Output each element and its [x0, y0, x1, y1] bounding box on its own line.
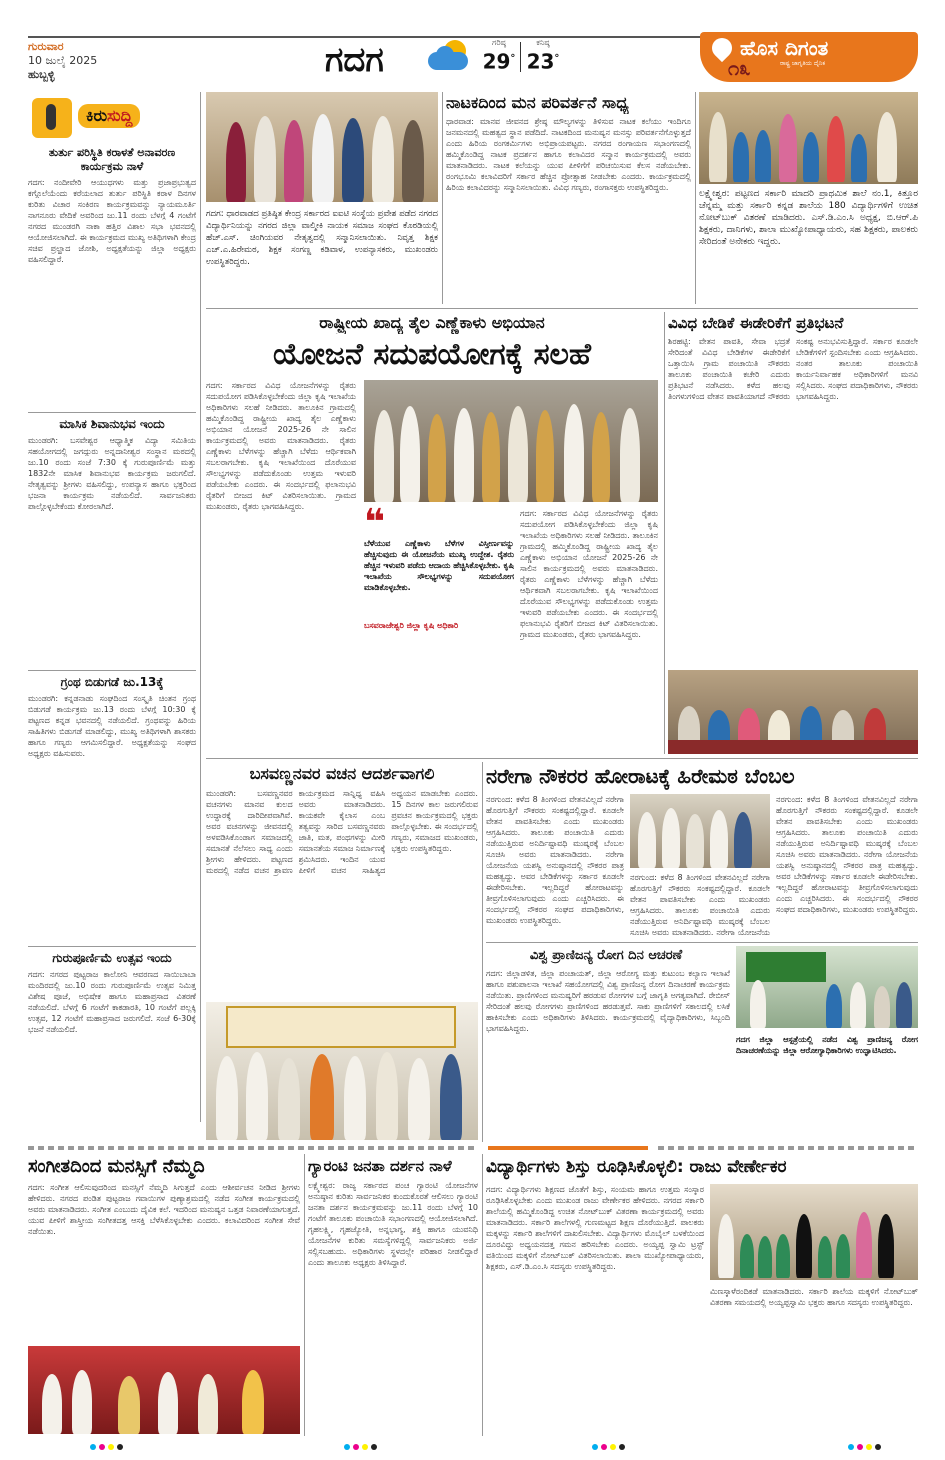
narega-story	[486, 762, 918, 938]
demands-body: ಶಿರಹಟ್ಟಿ: ವೇತನ ಪಾವತಿ, ಸೇವಾ ಭದ್ರತೆ ಸೇರಿದಂತೆ ವಿವಿಧ ಬೇಡಿಕೆಗಳ ಈಡೇರಿಕೆಗೆ ಒತ್ತಾಯಿಸಿ ಗ್ರಾಮ ಪಂಚಾಯಿತಿ ನೌಕರರು ತಾಲೂಕು ಪಂಚಾಯಿತಿ ಕಚೇರಿ ಎದುರು ಪ್ರತಿಭಟನೆ ನಡೆಸಿದರು. ಕಳೆದ ಹಲವು ತಿಂಗಳುಗಳಿಂದ ವೇತನ ಪಾವತಿಯಾಗದೆ ನೌಕರರು ಸಂಕಷ್ಟ ಅನುಭವಿಸುತ್ತಿದ್ದಾರೆ. ಸರ್ಕಾರ ಕೂಡಲೇ ಬೇಡಿಕೆಗಳಿಗೆ ಸ್ಪಂದಿಸಬೇಕು ಎಂದು ಆಗ್ರಹಿಸಿದರು. ನಂತರ ತಾಲೂಕು ಪಂಚಾಯಿತಿ ಕಾರ್ಯನಿರ್ವಾಹಕ ಅಧಿಕಾರಿಗಳಿಗೆ ಮನವಿ ಸಲ್ಲಿಸಿದರು. ಸಂಘದ ಪದಾಧಿಕಾರಿಗಳು, ನೌಕರರು ಭಾಗವಹಿಸಿದ್ದರು.	[668, 337, 918, 401]
finger-icon	[32, 98, 72, 138]
students-story	[486, 1154, 918, 1436]
narega-body: ನರಗುಂದ: ಕಳೆದ 8 ತಿಂಗಳಿಂದ ವೇತನವಿಲ್ಲದೆ ನರೇಗಾ ಹೊರಗುತ್ತಿಗೆ ನೌಕರರು ಸಂಕಷ್ಟದಲ್ಲಿದ್ದಾರೆ. ಕೂಡಲೇ ವೇತನ ಪಾವತಿಸಬೇಕು ಎಂದು ಮುಖಂಡರು ಆಗ್ರಹಿಸಿದರು. ತಾಲೂಕು ಪಂಚಾಯಿತಿ ಎದುರು ನಡೆಯುತ್ತಿರುವ ಅನಿರ್ದಿಷ್ಟಾವಧಿ ಮುಷ್ಕರಕ್ಕೆ ಬೆಂಬಲ ಸೂಚಿಸಿ ಅವರು ಮಾತನಾಡಿದರು. ನರೇಗಾ ಯೋಜನೆಯ ಯಶಸ್ವಿ ಅನುಷ್ಠಾನದಲ್ಲಿ ನೌಕರರ ಪಾತ್ರ ಮಹತ್ವದ್ದು. ಅವರ ಬೇಡಿಕೆಗಳನ್ನು ಸರ್ಕಾರ ಕೂಡಲೇ ಈಡೇರಿಸಬೇಕು. ಇಲ್ಲದಿದ್ದರೆ ಹೋರಾಟವನ್ನು ತೀವ್ರಗೊಳಿಸಲಾಗುವುದು ಎಂದು ಎಚ್ಚರಿಸಿದರು. ಈ ಸಂದರ್ಭದಲ್ಲಿ ನೌಕರರ ಸಂಘದ ಪದಾಧಿಕಾರಿಗಳು, ಮುಖಂಡರು ಉಪಸ್ಥಿತರಿದ್ದರು.	[486, 795, 624, 925]
basavanna-story	[206, 762, 478, 1142]
natak-headline: ನಾಟಕದಿಂದ ಮನ ಪರಿವರ್ತನೆ ಸಾಧ್ಯ	[446, 93, 629, 112]
kiru-item-1	[28, 146, 196, 409]
date-box	[28, 40, 168, 82]
oil-body-continued: ಗದಗ: ಸರ್ಕಾರದ ವಿವಿಧ ಯೋಜನೆಗಳನ್ನು ರೈತರು ಸದುಪಯೋಗ ಪಡಿಸಿಕೊಳ್ಳಬೇಕೆಂದು ಜಿಲ್ಲಾ ಕೃಷಿ ಇಲಾಖೆಯ ಅಧಿಕಾರಿಗಳು ಸಲಹೆ ನೀಡಿದರು. ತಾಲೂಕಿನ ಗ್ರಾಮದಲ್ಲಿ ಹಮ್ಮಿಕೊಂಡಿದ್ದ ರಾಷ್ಟ್ರೀಯ ಖಾದ್ಯ ತೈಲ ಎಣ್ಣೆಕಾಳು ಅಭಿಯಾನ ಯೋಜನೆ 2025-26 ನೇ ಸಾಲಿನ ಕಾರ್ಯಕ್ರಮದಲ್ಲಿ ಅವರು ಮಾತನಾಡಿದರು. ರೈತರು ಎಣ್ಣೆಕಾಳು ಬೆಳೆಗಳನ್ನು ಹೆಚ್ಚಾಗಿ ಬೆಳೆದು ಆರ್ಥಿಕವಾಗಿ ಸಬಲರಾಗಬೇಕು. ಕೃಷಿ ಇಲಾಖೆಯಿಂದ ದೊರೆಯುವ ಸೌಲಭ್ಯಗಳನ್ನು ಪಡೆದುಕೊಂಡು ಉತ್ತಮ ಇಳುವರಿ ಪಡೆಯಬೇಕು ಎಂದರು. ಈ ಸಂದರ್ಭದಲ್ಲಿ ಫಲಾನುಭವಿ ರೈತರಿಗೆ ಬೀಜದ ಕಿಟ್ ವಿತರಿಸಲಾಯಿತು. ಗ್ರಾಮದ ಮುಖಂಡರು, ರೈತರು ಭಾಗವಹಿಸಿದ್ದರು.	[520, 509, 658, 639]
kirusuddi-column	[28, 92, 196, 1127]
oil-story	[206, 312, 658, 754]
felicitation-photo	[206, 92, 438, 202]
kiru-item-body: ಮುಂಡರಗಿ: ಬಸವೇಶ್ವರ ಆಧ್ಯಾತ್ಮಿಕ ವಿದ್ಯಾ ಸಮಿತಿಯ ಸಹಯೋಗದಲ್ಲಿ ಜಗದ್ಗುರು ಅನ್ನದಾನೀಶ್ವರ ಸಂಸ್ಥಾನ ಮಠದಲ್ಲಿ ಜು.10 ರಂದು ಸಂಜೆ 7:30 ಕ್ಕೆ ಗುರುಪೂರ್ಣಿಮೆ ಮತ್ತು 1832ನೇ ಮಾಸಿಕ ಶಿವಾನುಭವ ಕಾರ್ಯಕ್ರಮ ಜರುಗಲಿದೆ. ನೇತೃತ್ವವನ್ನು ಶ್ರೀಗಳು ವಹಿಸಲಿದ್ದು, ಉಪನ್ಯಾಸ ಹಾಗೂ ಭಕ್ತರಿಂದ ಭಜನಾ ಕಾರ್ಯಕ್ರಮ ನಡೆಯಲಿದೆ. ಸಾರ್ವಜನಿಕರು ಪಾಲ್ಗೊಳ್ಳಬೇಕೆಂದು ಕೋರಲಾಗಿದೆ.	[28, 436, 196, 511]
kirusuddi-title	[78, 104, 140, 128]
narega-body-mid: ನರಗುಂದ: ಕಳೆದ 8 ತಿಂಗಳಿಂದ ವೇತನವಿಲ್ಲದೆ ನರೇಗಾ ಹೊರಗುತ್ತಿಗೆ ನೌಕರರು ಸಂಕಷ್ಟದಲ್ಲಿದ್ದಾರೆ. ಕೂಡಲೇ ವೇತನ ಪಾವತಿಸಬೇಕು ಎಂದು ಮುಖಂಡರು ಆಗ್ರಹಿಸಿದರು. ತಾಲೂಕು ಪಂಚಾಯಿತಿ ಎದುರು ನಡೆಯುತ್ತಿರುವ ಅನಿರ್ದಿಷ್ಟಾವಧಿ ಮುಷ್ಕರಕ್ಕೆ ಬೆಂಬಲ ಸೂಚಿಸಿ ಅವರು ಮಾತನಾಡಿದರು. ನರೇಗಾ ಯೋಜನೆಯ	[630, 873, 770, 937]
min-temp-value: 23	[526, 49, 555, 74]
farmers-photo	[364, 380, 658, 502]
music-headline: ಸಂಗೀತದಿಂದ ಮನಸ್ಸಿಗೆ ನೆಮ್ಮದಿ	[28, 1156, 205, 1177]
demands-story	[668, 312, 918, 754]
temp-divider	[520, 42, 521, 72]
zoonosis-headline: ವಿಶ್ವ ಪ್ರಾಣಿಜನ್ಯ ರೋಗ ದಿನ ಆಚರಣೆ	[529, 948, 683, 963]
kiru-item-headline: ಗ್ರಂಥ ಬಿಡುಗಡೆ ಜು.13ಕ್ಕೆ	[60, 675, 164, 689]
music-body: ಗದಗ: ಸಂಗೀತ ಆಲಿಸುವುದರಿಂದ ಮನಸ್ಸಿಗೆ ನೆಮ್ಮದಿ ಸಿಗುತ್ತದೆ ಎಂದು ಆಶೀರ್ವಚನ ನೀಡಿದ ಶ್ರೀಗಳು ಹೇಳಿದರು. ನಗರದ ಪಂಡಿತ ಪುಟ್ಟರಾಜ ಗವಾಯಿಗಳ ಪುಣ್ಯಾಶ್ರಮದಲ್ಲಿ ನಡೆದ ಸಂಗೀತ ಕಾರ್ಯಕ್ರಮದಲ್ಲಿ ಅವರು ಮಾತನಾಡಿದರು. ಸಂಗೀತ ಎಂಬುದು ದೈವಿಕ ಕಲೆ. ಇದರಿಂದ ಮನುಷ್ಯನ ಒತ್ತಡ ನಿವಾರಣೆಯಾಗುತ್ತದೆ. ಯುವ ಪೀಳಿಗೆ ಶಾಸ್ತ್ರೀಯ ಸಂಗೀತದತ್ತ ಆಸಕ್ತಿ ಬೆಳೆಸಿಕೊಳ್ಳಬೇಕು ಎಂದರು. ಕಲಾವಿದರಿಂದ ಸಂಗೀತ ಸೇವೆ ನಡೆಯಿತು.	[28, 1183, 300, 1236]
masthead	[0, 0, 945, 90]
guarantee-body: ಲಕ್ಷ್ಮೇಶ್ವರ: ರಾಜ್ಯ ಸರ್ಕಾರದ ಪಂಚ ಗ್ಯಾರಂಟಿ ಯೋಜನೆಗಳ ಅನುಷ್ಠಾನ ಕುರಿತು ಸಾರ್ವಜನಿಕರ ಕುಂದುಕೊರತೆ ಆಲಿಸಲು ಗ್ಯಾರಂಟಿ ಜನತಾ ದರ್ಶನ ಕಾರ್ಯಕ್ರಮವನ್ನು ಜು.11 ರಂದು ಬೆಳಗ್ಗೆ 10 ಗಂಟೆಗೆ ತಾಲೂಕು ಪಂಚಾಯಿತಿ ಸಭಾಂಗಣದಲ್ಲಿ ಆಯೋಜಿಸಲಾಗಿದೆ. ಗೃಹಲಕ್ಷ್ಮಿ, ಗೃಹಜ್ಯೋತಿ, ಅನ್ನಭಾಗ್ಯ, ಶಕ್ತಿ ಹಾಗೂ ಯುವನಿಧಿ ಯೋಜನೆಗಳ ಕುರಿತು ಸಮಸ್ಯೆಗಳಿದ್ದಲ್ಲಿ ಸಾರ್ವಜನಿಕರು ಅರ್ಜಿ ಸಲ್ಲಿಸಬಹುದು. ಅಧಿಕಾರಿಗಳು ಸ್ಥಳದಲ್ಲೇ ಪರಿಹಾರ ನೀಡಲಿದ್ದಾರೆ ಎಂದು ತಾಲೂಕು ಅಧ್ಯಕ್ಷರು ತಿಳಿಸಿದ್ದಾರೆ.	[308, 1181, 478, 1267]
min-temp-degree: °	[554, 53, 560, 64]
students-caption: ಮಿಣಸ್ಕಾಳೆರಂದಿಕಡೆ ಮಾತನಾಡಿದರು. ಸರ್ಕಾರಿ ಶಾಲೆಯ ಮಕ್ಕಳಿಗೆ ನೋಟ್‌ಬುಕ್ ವಿತರಣಾ ಸಮಯದಲ್ಲಿ ಅಯ್ಯಪ್ಪಸ್ವಾಮಿ ಭಕ್ತರು ಹಾಗೂ ಸದಸ್ಯರು ಉಪಸ್ಥಿತರಿದ್ದರು.	[710, 1287, 918, 1307]
kiru-item-headline: ಮಾಸಿಕ ಶಿವಾನುಭವ ಇಂದು	[59, 417, 165, 431]
date-label: 10 ಜುಲೈ 2025	[28, 54, 98, 67]
students-photo	[710, 1184, 918, 1280]
natak-story	[446, 92, 691, 304]
max-temp-value: 29	[482, 49, 511, 74]
weather-icon	[426, 38, 476, 74]
brand-tagline: ರಾಷ್ಟ್ರ ಜಾಗೃತಿಯ ದೈನಿಕ	[780, 60, 826, 67]
kirusuddi-title-a: ಕಿರು	[86, 106, 108, 125]
kiru-item-4	[28, 950, 196, 1127]
oil-body: ಗದಗ: ಸರ್ಕಾರದ ವಿವಿಧ ಯೋಜನೆಗಳನ್ನು ರೈತರು ಸದುಪಯೋಗ ಪಡಿಸಿಕೊಳ್ಳಬೇಕೆಂದು ಜಿಲ್ಲಾ ಕೃಷಿ ಇಲಾಖೆಯ ಅಧಿಕಾರಿಗಳು ಸಲಹೆ ನೀಡಿದರು. ತಾಲೂಕಿನ ಗ್ರಾಮದಲ್ಲಿ ಹಮ್ಮಿಕೊಂಡಿದ್ದ ರಾಷ್ಟ್ರೀಯ ಖಾದ್ಯ ತೈಲ ಎಣ್ಣೆಕಾಳು ಅಭಿಯಾನ ಯೋಜನೆ 2025-26 ನೇ ಸಾಲಿನ ಕಾರ್ಯಕ್ರಮದಲ್ಲಿ ಅವರು ಮಾತನಾಡಿದರು. ರೈತರು ಎಣ್ಣೆಕಾಳು ಬೆಳೆಗಳನ್ನು ಹೆಚ್ಚಾಗಿ ಬೆಳೆದು ಆರ್ಥಿಕವಾಗಿ ಸಬಲರಾಗಬೇಕು. ಕೃಷಿ ಇಲಾಖೆಯಿಂದ ದೊರೆಯುವ ಸೌಲಭ್ಯಗಳನ್ನು ಪಡೆದುಕೊಂಡು ಉತ್ತಮ ಇಳುವರಿ ಪಡೆಯಬೇಕು ಎಂದರು. ಈ ಸಂದರ್ಭದಲ್ಲಿ ಫಲಾನುಭವಿ ರೈತರಿಗೆ ಬೀಜದ ಕಿಟ್ ವಿತರಿಸಲಾಯಿತು. ಗ್ರಾಮದ ಮುಖಂಡರು, ರೈತರು ಭಾಗವಹಿಸಿದ್ದರು.	[206, 381, 356, 511]
narega-photo	[630, 794, 770, 868]
day-label: ಗುರುವಾರ	[28, 40, 64, 53]
oil-quote-author: ಬಸವರಾಜೇಶ್ವರಿ ಜಿಲ್ಲಾ ಕೃಷಿ ಅಧಿಕಾರಿ	[364, 621, 459, 630]
edition-title: ಗದಗ	[325, 40, 384, 80]
kiru-item-body: ಮುಂಡರಗಿ: ಕನ್ನಡನಾಡು ಸಂಘದಿಂದ ಸಂಸ್ಕೃತಿ ಚಿಂತನ ಗ್ರಂಥ ಬಿಡುಗಡೆ ಕಾರ್ಯಕ್ರಮ ಜು.13 ರಂದು ಬೆಳಗ್ಗೆ 10:30 ಕ್ಕೆ ಪಟ್ಟಣದ ಕನ್ನಡ ಭವನದಲ್ಲಿ ನಡೆಯಲಿದೆ. ಗ್ರಂಥವನ್ನು ಹಿರಿಯ ಸಾಹಿತಿಗಳು ಬಿಡುಗಡೆ ಮಾಡಲಿದ್ದು, ಮುಖ್ಯ ಅತಿಥಿಗಳಾಗಿ ಶಾಸಕರು ಹಾಗೂ ಗಣ್ಯರು ಆಗಮಿಸಲಿದ್ದಾರೆ. ಅಧ್ಯಕ್ಷತೆಯನ್ನು ಸಂಘದ ಅಧ್ಯಕ್ಷರು ವಹಿಸುವರು.	[28, 694, 196, 758]
kirusuddi-title-b: ಸುದ್ದಿ	[107, 106, 133, 125]
vachana-photo	[206, 1002, 478, 1140]
zoonosis-caption: ಗದಗ ಜಿಲ್ಲಾ ಆಸ್ಪತ್ರೆಯಲ್ಲಿ ನಡೆದ ವಿಶ್ವ ಪ್ರಾಣಿಜನ್ಯ ರೋಗ ದಿನಾಚರಣೆಯನ್ನು ಜಿಲ್ಲಾ ಆರೋಗ್ಯಾಧಿಕಾರಿಗಳು ಉದ್ಘಾಟಿಸಿದರು.	[736, 1035, 918, 1055]
photo-caption: ಗದಗ: ಧಾರವಾಡದ ಪ್ರತಿಷ್ಠಿತ ಕೇಂದ್ರ ಸರ್ಕಾರದ ಐಐಟಿ ಸಂಸ್ಥೆಯ ಪ್ರವೇಶ ಪಡೆದ ನಗರದ ವಿದ್ಯಾರ್ಥಿನಿಯನ್ನು ನಗರದ ಜಿಲ್ಲಾ ವಾಲ್ಮೀಕಿ ನಾಯಕ ಸಮಾಜ ಸಂಘದ ಕೊಠಡಿಯಲ್ಲಿ ಹೆಚ್.ಎಸ್. ಚಿಂಗಿಯವರ ನೇತೃತ್ವದಲ್ಲಿ ಸನ್ಮಾನಿಸಲಾಯಿತು. ನಿವೃತ್ತ ಶಿಕ್ಷಕ ಎಚ್.ಎ.ಹಿರೇಮಠ, ಶಿಕ್ಷಕ ಸಂಗಣ್ಣ ಕಡಿವಾಳ, ಉಪನ್ಯಾಸಕರು, ಮುಖಂಡರು ಉಪಸ್ಥಿತರಿದ್ದರು.	[206, 209, 438, 267]
oil-headline: ಯೋಜನೆ ಸದುಪಯೋಗಕ್ಕೆ ಸಲಹೆ	[273, 337, 591, 372]
col-divider-left	[200, 92, 201, 1122]
guarantee-headline: ಗ್ಯಾರಂಟಿ ಜನತಾ ದರ್ಶನ ನಾಳೆ	[308, 1157, 452, 1175]
demands-headline: ವಿವಿಧ ಬೇಡಿಕೆ ಈಡೇರಿಕೆಗೆ ಪ್ರತಿಭಟನೆ	[668, 314, 844, 332]
students-headline: ವಿದ್ಯಾರ್ಥಿಗಳು ಶಿಸ್ತು ರೂಢಿಸಿಕೊಳ್ಳಲಿ: ರಾಜು ವೇರ್ಣೇಕರ	[486, 1157, 787, 1177]
oil-quote-box	[364, 502, 514, 648]
kiru-item-headline: ಗುರುಪೂರ್ಣಿಮೆ ಉತ್ಸವ ಇಂದು	[52, 951, 172, 965]
basavanna-headline: ಬಸವಣ್ಣನವರ ವಚನ ಆದರ್ಶವಾಗಲಿ	[249, 764, 435, 783]
brand-name: ಹೊಸ ದಿಗಂತ	[740, 36, 829, 60]
registration-dots-left	[90, 1444, 123, 1450]
registration-dots-center-left	[344, 1444, 377, 1450]
lakshmeshwar-story	[699, 92, 918, 304]
gadag-photo-story	[206, 92, 438, 304]
natak-body: ಧಾರವಾಡ: ಮಾನವ ಜೀವನದ ಶ್ರೇಷ್ಠ ಮೌಲ್ಯಗಳನ್ನು ತಿಳಿಸುವ ನಾಟಕ ಕಲೆಯು ಇಂದಿಗೂ ಜನಮನದಲ್ಲಿ ಮಹತ್ವದ ಸ್ಥಾನ ಪಡೆದಿದೆ. ನಾಟಕದಿಂದ ಮನುಷ್ಯನ ಮನಸ್ಸು ಪರಿವರ್ತನೆಗೊಳ್ಳುತ್ತದೆ ಎಂದು ಹಿರಿಯ ರಂಗಕರ್ಮಿಗಳು ಅಭಿಪ್ರಾಯಪಟ್ಟರು. ನಗರದ ರಂಗಾಯಣ ಸಭಾಂಗಣದಲ್ಲಿ ಹಮ್ಮಿಕೊಂಡಿದ್ದ ನಾಟಕ ಪ್ರದರ್ಶನ ಹಾಗೂ ಕಲಾವಿದರ ಸನ್ಮಾನ ಕಾರ್ಯಕ್ರಮದಲ್ಲಿ ಅವರು ಮಾತನಾಡಿದರು. ನಾಟಕ ಕಲೆಯನ್ನು ಯುವ ಪೀಳಿಗೆಗೆ ಪರಿಚಯಿಸುವ ಕೆಲಸ ನಡೆಯಬೇಕು. ರಂಗಭೂಮಿ ಕಲಾವಿದರಿಗೆ ಸರ್ಕಾರ ಹೆಚ್ಚಿನ ಪ್ರೋತ್ಸಾಹ ನೀಡಬೇಕು ಎಂದರು. ಕಾರ್ಯಕ್ರಮದಲ್ಲಿ ಹಿರಿಯ ಕಲಾವಿದರನ್ನು ಸನ್ಮಾನಿಸಲಾಯಿತು. ವಿವಿಧ ಗಣ್ಯರು, ರಂಗಾಸಕ್ತರು ಉಪಸ್ಥಿತರಿದ್ದರು.	[446, 117, 691, 192]
kirusuddi-banner	[28, 92, 196, 144]
music-photo	[28, 1346, 300, 1434]
max-temp-label: ಗರಿಷ್ಠ	[492, 38, 506, 47]
lakshmeshwar-caption: ಲಕ್ಷ್ಮೇಶ್ವರ: ಪಟ್ಟಣದ ಸರ್ಕಾರಿ ಮಾದರಿ ಪ್ರಾಥಮಿಕ ಶಾಲೆ ನಂ.1, ಕಿತ್ತೂರ ಚೆನ್ನಮ್ಮ ಮತ್ತು ಸರ್ಕಾರಿ ಕನ್ನಡ ಶಾಲೆಯ 180 ವಿದ್ಯಾರ್ಥಿಗಳಿಗೆ ಉಚಿತ ನೋಟ್‌ಬುಕ್ ವಿತರಣೆ ಮಾಡಿದರು. ಎಸ್.ಡಿ.ಎಂ.ಸಿ ಅಧ್ಯಕ್ಷ, ಬಿ.ಆರ್.ಪಿ ಶಿಕ್ಷಕರು, ದಾನಿಗಳು, ಶಾಲಾ ಮುಖ್ಯೋಪಾಧ್ಯಾಯರು, ಸಹ ಶಿಕ್ಷಕರು, ಪಾಲಕರು ಸೇರಿದಂತೆ ಅನೇಕರು ಇದ್ದರು.	[699, 189, 918, 247]
bottom-divider-strip	[28, 1144, 918, 1152]
page-number: ೧೩	[728, 56, 751, 80]
guarantee-story	[308, 1154, 478, 1436]
kiru-item-3	[28, 674, 196, 943]
kiru-item-body: ಗದಗ: ನಂದೀವೇರಿ ಆಯುಧಗಳು ಮತ್ತು ಪ್ರಜಾಪ್ರಭುತ್ವದ ಕಗ್ಗೊಲೆಯೆಂದು ಕರೆಯಲಾದ ತುರ್ತು ಪರಿಸ್ಥಿತಿ ಕರಾಳ ದಿನಗಳ ಕುರಿತು ವಿಚಾರ ಸಂಕಿರಣ ಕಾರ್ಯಕ್ರಮವನ್ನು ನ್ಯಾಯಮೂರ್ತಿ ನಾಗನೂರು ವೇದಿಕೆ ಅವರಿಂದ ಜು.11 ರಂದು ಬೆಳಗ್ಗೆ 4 ಗಂಟೆಗೆ ನಗರದ ಮುಂಡರಗಿ ನಾಕಾ ಹತ್ತಿರ ವಿಶಾಲ ಸಭಾ ಭವನದಲ್ಲಿ ಆಯೋಜಿಸಲಾಗಿದೆ. ಈ ಕಾರ್ಯಕ್ರಮದ ಮುಖ್ಯ ಅತಿಥಿಗಳಾಗಿ ಕೇಂದ್ರ ಸಚಿವ ಪ್ರಲ್ಹಾದ ಜೋಶಿ, ಅಧ್ಯಕ್ಷತೆಯನ್ನು ಜಿಲ್ಲಾ ಅಧ್ಯಕ್ಷರು ವಹಿಸಲಿದ್ದಾರೆ.	[28, 178, 196, 264]
students-body: ಗದಗ: ವಿದ್ಯಾರ್ಥಿಗಳು ಶಿಕ್ಷಣದ ಜೊತೆಗೆ ಶಿಸ್ತು, ಸಂಯಮ ಹಾಗೂ ಉತ್ತಮ ಸಂಸ್ಕಾರ ರೂಢಿಸಿಕೊಳ್ಳಬೇಕು ಎಂದು ಮುಖಂಡ ರಾಜು ವೇರ್ಣೇಕರ ಹೇಳಿದರು. ನಗರದ ಸರ್ಕಾರಿ ಶಾಲೆಯಲ್ಲಿ ಹಮ್ಮಿಕೊಂಡಿದ್ದ ಉಚಿತ ನೋಟ್‌ಬುಕ್ ವಿತರಣಾ ಕಾರ್ಯಕ್ರಮದಲ್ಲಿ ಅವರು ಮಾತನಾಡಿದರು. ಸರ್ಕಾರಿ ಶಾಲೆಗಳಲ್ಲಿ ಗುಣಮಟ್ಟದ ಶಿಕ್ಷಣ ದೊರೆಯುತ್ತಿದೆ. ಪಾಲಕರು ಮಕ್ಕಳನ್ನು ಸರ್ಕಾರಿ ಶಾಲೆಗಳಿಗೆ ದಾಖಲಿಸಬೇಕು. ವಿದ್ಯಾರ್ಥಿಗಳು ಮೊಬೈಲ್ ಬಳಕೆಯಿಂದ ದೂರವಿದ್ದು ಅಧ್ಯಯನದತ್ತ ಗಮನ ಹರಿಸಬೇಕು ಎಂದರು. ಅಯ್ಯಪ್ಪ ಸ್ವಾಮಿ ಟ್ರಸ್ಟ್ ವತಿಯಿಂದ ಮಕ್ಕಳಿಗೆ ನೋಟ್‌ಬುಕ್ ವಿತರಿಸಲಾಯಿತು. ಶಾಲಾ ಮುಖ್ಯೋಪಾಧ್ಯಾಯರು, ಶಿಕ್ಷಕರು, ಎಸ್.ಡಿ.ಎಂ.ಸಿ ಸದಸ್ಯರು ಉಪಸ್ಥಿತರಿದ್ದರು.	[486, 1185, 704, 1271]
min-temp-label: ಕನಿಷ್ಠ	[536, 38, 550, 47]
quote-icon: ❝	[364, 502, 386, 543]
oil-quote-text: ಬೆಳೆಯುವ ಎಣ್ಣೆಕಾಳು ಬೆಳೆಗಳ ವಿಸ್ತೀರ್ಣವನ್ನು ಹೆಚ್ಚಿಸುವುದು ಈ ಯೋಜನೆಯ ಮುಖ್ಯ ಉದ್ದೇಶ. ರೈತರು ಹೆಚ್ಚಿನ ಇಳುವರಿ ಪಡೆದು ಆದಾಯ ಹೆಚ್ಚಿಸಿಕೊಳ್ಳಬೇಕು. ಕೃಷಿ ಇಲಾಖೆಯ ಸೌಲಭ್ಯಗಳನ್ನು ಸದುಪಯೋಗ ಮಾಡಿಕೊಳ್ಳಬೇಕು.	[364, 539, 514, 592]
registration-dots-right	[848, 1444, 881, 1450]
kiru-item-headline: ತುರ್ತು ಪರಿಸ್ಥಿತಿ ಕರಾಳತೆ ಅನಾವರಣ ಕಾರ್ಯಕ್ರಮ ನಾಳೆ	[48, 146, 176, 173]
protest-photo	[668, 670, 918, 754]
max-temp-box	[480, 38, 518, 73]
kiru-item-2	[28, 416, 196, 667]
oil-kicker: ರಾಷ್ಟ್ರೀಯ ಖಾದ್ಯ ತೈಲ ಎಣ್ಣೆಕಾಳು ಅಭಿಯಾನ	[319, 313, 545, 332]
max-temp-degree: °	[510, 53, 516, 64]
zoonosis-story	[486, 946, 918, 1142]
zoonosis-photo	[736, 946, 918, 1028]
basavanna-body: ಮುಂಡರಗಿ: ಬಸವಣ್ಣನವರ ವಚನಗಳು ಮಾನವ ಕುಲದ ಉದ್ಧಾರಕ್ಕೆ ದಾರಿದೀಪವಾಗಿವೆ. ಅವರ ವಚನಗಳನ್ನು ಜೀವನದಲ್ಲಿ ಅಳವಡಿಸಿಕೊಂಡಾಗ ಸಮಾಜದಲ್ಲಿ ಸಮಾನತೆ ನೆಲೆಸಲು ಸಾಧ್ಯ ಎಂದು ಶ್ರೀಗಳು ಹೇಳಿದರು. ಪಟ್ಟಣದ ಮಠದಲ್ಲಿ ನಡೆದ ವಚನ ಶ್ರಾವಣ ಕಾರ್ಯಕ್ರಮದ ಸಾನ್ನಿಧ್ಯ ವಹಿಸಿ ಅವರು ಮಾತನಾಡಿದರು. ಕಾಯಕವೇ ಕೈಲಾಸ ಎಂಬ ತತ್ವವನ್ನು ಸಾರಿದ ಬಸವಣ್ಣನವರು ಜಾತಿ, ಮತ, ಪಂಥಗಳನ್ನು ಮೀರಿ ಸಮಾನತೆಯ ಸಮಾಜ ನಿರ್ಮಾಣಕ್ಕೆ ಶ್ರಮಿಸಿದರು. ಇಂದಿನ ಯುವ ಪೀಳಿಗೆ ವಚನ ಸಾಹಿತ್ಯದ ಅಧ್ಯಯನ ಮಾಡಬೇಕು ಎಂದರು. 15 ದಿನಗಳ ಕಾಲ ಜರುಗಲಿರುವ ಪ್ರವಚನ ಕಾರ್ಯಕ್ರಮದಲ್ಲಿ ಭಕ್ತರು ಪಾಲ್ಗೊಳ್ಳಬೇಕು. ಈ ಸಂದರ್ಭದಲ್ಲಿ ಗಣ್ಯರು, ಸಮಾಜದ ಮುಖಂಡರು, ಭಕ್ತರು ಉಪಸ್ಥಿತರಿದ್ದರು.	[206, 789, 478, 875]
city-label: ಹುಬ್ಬಳ್ಳಿ	[28, 68, 55, 81]
zoonosis-body: ಗದಗ: ಜಿಲ್ಲಾಡಳಿತ, ಜಿಲ್ಲಾ ಪಂಚಾಯತ್, ಜಿಲ್ಲಾ ಆರೋಗ್ಯ ಮತ್ತು ಕುಟುಂಬ ಕಲ್ಯಾಣ ಇಲಾಖೆ ಹಾಗೂ ಪಶುಪಾಲನಾ ಇಲಾಖೆ ಸಹಯೋಗದಲ್ಲಿ ವಿಶ್ವ ಪ್ರಾಣಿಜನ್ಯ ರೋಗ ದಿನಾಚರಣೆ ಕಾರ್ಯಕ್ರಮ ನಡೆಯಿತು. ಪ್ರಾಣಿಗಳಿಂದ ಮನುಷ್ಯರಿಗೆ ಹರಡುವ ರೋಗಗಳ ಬಗ್ಗೆ ಜಾಗೃತಿ ಅಗತ್ಯವಾಗಿದೆ. ರೇಬೀಸ್ ಸೇರಿದಂತೆ ಹಲವು ರೋಗಗಳು ಪ್ರಾಣಿಗಳಿಂದ ಹರಡುತ್ತವೆ. ಸಾಕು ಪ್ರಾಣಿಗಳಿಗೆ ಸಕಾಲದಲ್ಲಿ ಲಸಿಕೆ ಹಾಕಿಸಬೇಕು ಎಂದು ಅಧಿಕಾರಿಗಳು ತಿಳಿಸಿದರು. ಕಾರ್ಯಕ್ರಮದಲ್ಲಿ ವೈದ್ಯಾಧಿಕಾರಿಗಳು, ಸಿಬ್ಬಂದಿ ಭಾಗವಹಿಸಿದ್ದರು.	[486, 969, 730, 1033]
min-temp-box	[524, 38, 562, 73]
registration-dots-center-right	[592, 1444, 625, 1450]
narega-headline: ನರೇಗಾ ನೌಕರರ ಹೋರಾಟಕ್ಕೆ ಹಿರೇಮಠ ಬೆಂಬಲ	[486, 764, 795, 788]
narega-body-right: ನರಗುಂದ: ಕಳೆದ 8 ತಿಂಗಳಿಂದ ವೇತನವಿಲ್ಲದೆ ನರೇಗಾ ಹೊರಗುತ್ತಿಗೆ ನೌಕರರು ಸಂಕಷ್ಟದಲ್ಲಿದ್ದಾರೆ. ಕೂಡಲೇ ವೇತನ ಪಾವತಿಸಬೇಕು ಎಂದು ಮುಖಂಡರು ಆಗ್ರಹಿಸಿದರು. ತಾಲೂಕು ಪಂಚಾಯಿತಿ ಎದುರು ನಡೆಯುತ್ತಿರುವ ಅನಿರ್ದಿಷ್ಟಾವಧಿ ಮುಷ್ಕರಕ್ಕೆ ಬೆಂಬಲ ಸೂಚಿಸಿ ಅವರು ಮಾತನಾಡಿದರು. ನರೇಗಾ ಯೋಜನೆಯ ಯಶಸ್ವಿ ಅನುಷ್ಠಾನದಲ್ಲಿ ನೌಕರರ ಪಾತ್ರ ಮಹತ್ವದ್ದು. ಅವರ ಬೇಡಿಕೆಗಳನ್ನು ಸರ್ಕಾರ ಕೂಡಲೇ ಈಡೇರಿಸಬೇಕು. ಇಲ್ಲದಿದ್ದರೆ ಹೋರಾಟವನ್ನು ತೀವ್ರಗೊಳಿಸಲಾಗುವುದು ಎಂದು ಎಚ್ಚರಿಸಿದರು. ಈ ಸಂದರ್ಭದಲ್ಲಿ ನೌಕರರ ಸಂಘದ ಪದಾಧಿಕಾರಿಗಳು, ಮುಖಂಡರು ಉಪಸ್ಥಿತರಿದ್ದರು.	[776, 795, 918, 914]
music-story	[28, 1154, 300, 1436]
kiru-item-body: ಗದಗ: ನಗರದ ಪುಟ್ಟರಾಜ ಕಾಲೋನಿ ಆವರಣದ ಸಾಯಿಬಾಬಾ ಮಂದಿರದಲ್ಲಿ ಜು.10 ರಂದು ಗುರುಪೂರ್ಣಿಮೆ ಉತ್ಸವ ನಿಮಿತ್ತ ವಿಶೇಷ ಪೂಜೆ, ಅಭಿಷೇಕ ಹಾಗೂ ಮಹಾಪ್ರಸಾದ ವಿತರಣೆ ನಡೆಯಲಿದೆ. ಬೆಳಗ್ಗೆ 6 ಗಂಟೆಗೆ ಕಾಕಡಾರತಿ, 10 ಗಂಟೆಗೆ ಪಲ್ಲಕ್ಕಿ ಉತ್ಸವ, 12 ಗಂಟೆಗೆ ಮಹಾಪ್ರಸಾದ ಜರುಗಲಿದೆ. ಸಂಜೆ 6-30ಕ್ಕೆ ಭಜನೆ ನಡೆಯಲಿದೆ.	[28, 970, 196, 1034]
notebook-photo	[699, 92, 918, 184]
